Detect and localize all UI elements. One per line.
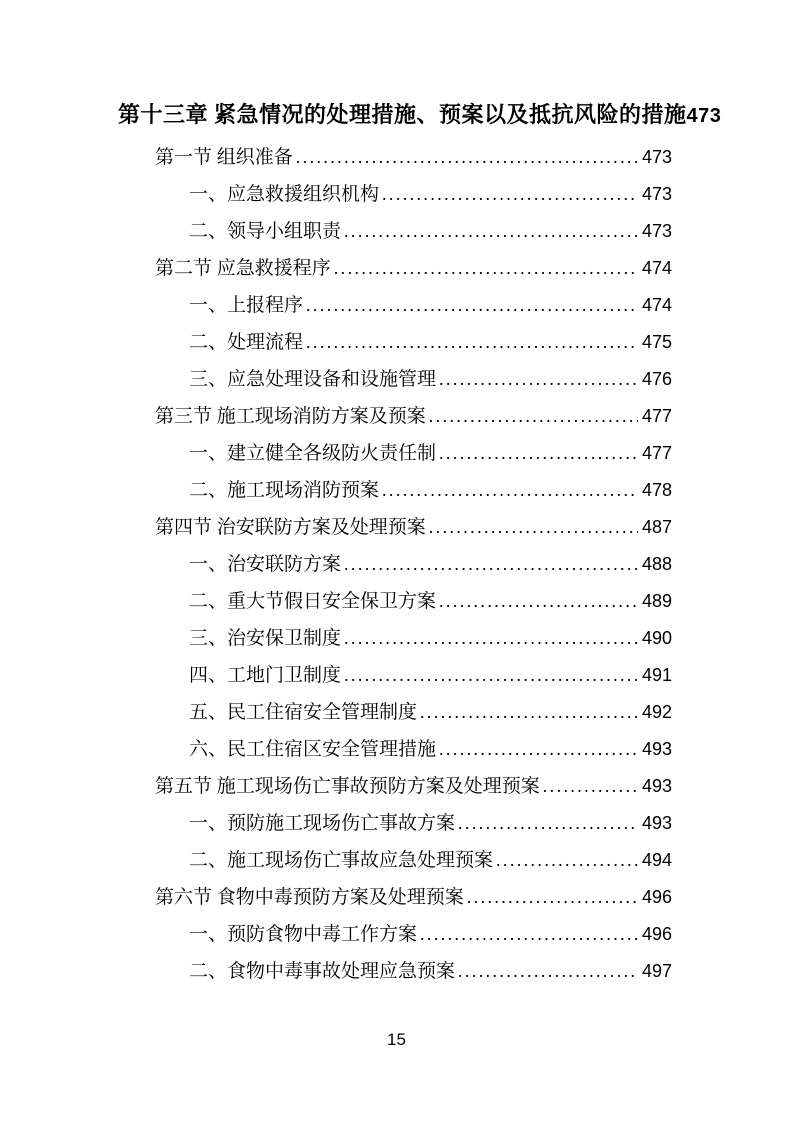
dot-leader <box>382 176 638 213</box>
dot-leader <box>382 472 638 509</box>
toc-entry-label: 四、工地门卫制度 <box>189 665 342 686</box>
toc-entry[interactable] <box>118 324 672 361</box>
toc-entry-label: 第一节 组织准备 <box>155 147 293 168</box>
toc-entry-label: 二、施工现场伤亡事故应急处理预案 <box>189 850 494 871</box>
dot-leader <box>334 250 638 287</box>
toc-entry-page: 493 <box>641 813 672 833</box>
toc-entry[interactable] <box>118 435 672 472</box>
toc-entry-label: 二、食物中毒事故处理应急预案 <box>189 961 456 982</box>
dot-leader <box>306 287 638 324</box>
dot-leader <box>296 139 638 176</box>
toc-entry-page: 487 <box>641 517 672 537</box>
toc-entry-label: 第二节 应急救援程序 <box>155 258 331 279</box>
toc-entry-label: 第四节 治安联防方案及处理预案 <box>155 517 426 538</box>
dot-leader <box>429 398 638 435</box>
toc-entry-page: 474 <box>641 295 672 315</box>
toc-entry[interactable] <box>118 694 672 731</box>
toc-entry-page: 473 <box>641 221 672 241</box>
toc-entry-page: 477 <box>641 406 672 426</box>
dot-leader <box>306 324 638 361</box>
toc-entry-page: 496 <box>641 887 672 907</box>
toc-entry-page: 492 <box>641 702 672 722</box>
toc-entry-label: 第三节 施工现场消防方案及预案 <box>155 406 426 427</box>
dot-leader <box>344 657 638 694</box>
toc-entry[interactable] <box>118 657 672 694</box>
dot-leader <box>467 879 638 916</box>
toc-entry-label: 一、预防施工现场伤亡事故方案 <box>189 813 456 834</box>
toc-entry[interactable] <box>118 509 672 546</box>
toc-entry[interactable] <box>118 398 672 435</box>
toc-entry[interactable] <box>118 768 672 805</box>
chapter-title-page-number: 473 <box>686 105 722 127</box>
toc-entry-label: 第六节 食物中毒预防方案及处理预案 <box>155 887 464 908</box>
toc-entry-page: 489 <box>641 591 672 611</box>
page-footer <box>0 1028 793 1052</box>
toc-entry-page: 473 <box>641 184 672 204</box>
toc-entry[interactable] <box>118 361 672 398</box>
dot-leader <box>344 213 638 250</box>
chapter-title-text: 第十三章 紧急情况的处理措施、预案以及抵抗风险的措施 <box>118 102 687 127</box>
toc-entry-page: 477 <box>641 443 672 463</box>
dot-leader <box>439 435 638 472</box>
toc-list <box>118 139 672 990</box>
toc-entry-label: 二、施工现场消防预案 <box>189 480 380 501</box>
dot-leader <box>458 953 638 990</box>
toc-entry-page: 494 <box>641 850 672 870</box>
toc-entry[interactable] <box>118 472 672 509</box>
toc-entry[interactable] <box>118 583 672 620</box>
toc-entry-page: 474 <box>641 258 672 278</box>
toc-entry-page: 476 <box>641 369 672 389</box>
toc-entry-page: 478 <box>641 480 672 500</box>
table-of-contents <box>118 96 722 990</box>
dot-leader <box>420 916 638 953</box>
toc-entry-page: 473 <box>641 147 672 167</box>
toc-entry-page: 491 <box>641 665 672 685</box>
toc-entry-label: 六、民工住宿区安全管理措施 <box>189 739 437 760</box>
toc-entry[interactable] <box>118 731 672 768</box>
toc-entry-page: 493 <box>641 739 672 759</box>
toc-entry-label: 二、领导小组职责 <box>189 221 342 242</box>
dot-leader <box>458 805 638 842</box>
toc-entry[interactable] <box>118 250 672 287</box>
toc-entry[interactable] <box>118 620 672 657</box>
dot-leader <box>420 694 638 731</box>
footer-page-number: 15 <box>387 1030 406 1049</box>
dot-leader <box>439 583 638 620</box>
toc-entry[interactable] <box>118 842 672 879</box>
dot-leader <box>344 620 638 657</box>
toc-entry-label: 一、上报程序 <box>189 295 304 316</box>
dot-leader <box>429 509 638 546</box>
dot-leader <box>496 842 638 879</box>
toc-entry-page: 475 <box>641 332 672 352</box>
toc-entry[interactable] <box>118 879 672 916</box>
dot-leader <box>543 768 638 805</box>
toc-entry-label: 二、重大节假日安全保卫方案 <box>189 591 437 612</box>
dot-leader <box>344 546 638 583</box>
toc-entry-label: 三、应急处理设备和设施管理 <box>189 369 437 390</box>
toc-entry[interactable] <box>118 176 672 213</box>
toc-entry-page: 490 <box>641 628 672 648</box>
toc-entry-label: 一、治安联防方案 <box>189 554 342 575</box>
toc-entry[interactable] <box>118 287 672 324</box>
dot-leader <box>439 361 638 398</box>
chapter-title <box>118 96 722 135</box>
toc-entry[interactable] <box>118 805 672 842</box>
toc-entry[interactable] <box>118 139 672 176</box>
toc-entry-page: 497 <box>641 961 672 981</box>
toc-entry-label: 二、处理流程 <box>189 332 304 353</box>
toc-entry[interactable] <box>118 953 672 990</box>
toc-entry[interactable] <box>118 213 672 250</box>
toc-entry-label: 第五节 施工现场伤亡事故预防方案及处理预案 <box>155 776 540 797</box>
toc-entry-page: 493 <box>641 776 672 796</box>
toc-entry-label: 一、预防食物中毒工作方案 <box>189 924 418 945</box>
toc-entry-label: 一、应急救援组织机构 <box>189 184 380 205</box>
toc-entry-label: 三、治安保卫制度 <box>189 628 342 649</box>
toc-entry-label: 五、民工住宿安全管理制度 <box>189 702 418 723</box>
toc-entry[interactable] <box>118 546 672 583</box>
toc-entry[interactable] <box>118 916 672 953</box>
toc-entry-label: 一、建立健全各级防火责任制 <box>189 443 437 464</box>
toc-entry-page: 496 <box>641 924 672 944</box>
toc-entry-page: 488 <box>641 554 672 574</box>
dot-leader <box>439 731 638 768</box>
